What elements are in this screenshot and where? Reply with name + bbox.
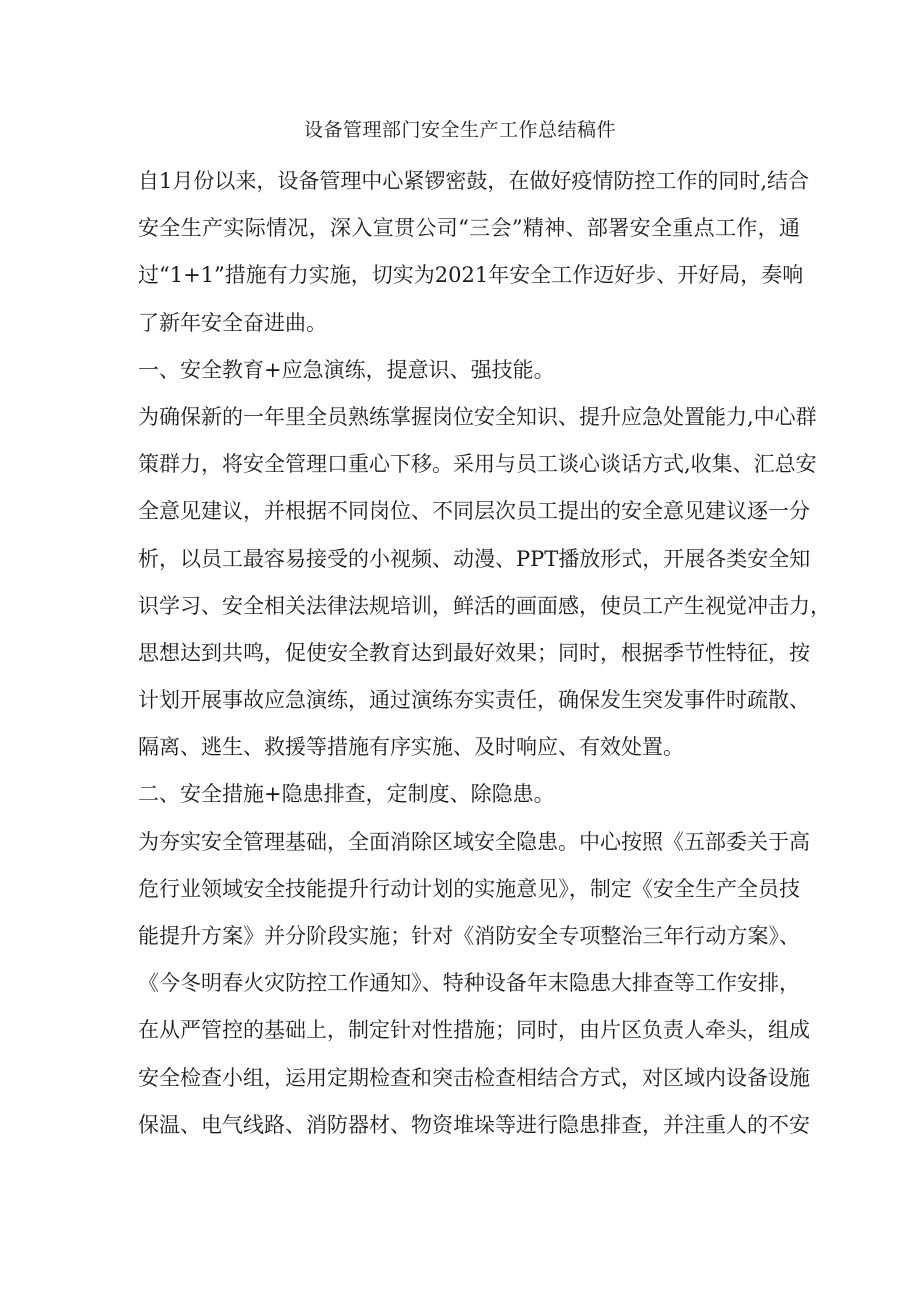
text-line: 安全生产实际情况，深入宣贯公司“三会”精神、部署安全重点工作，通	[138, 216, 800, 241]
text-line: 危行业领域安全技能提升行动计划的实施意见》，制定《安全生产全员技	[138, 876, 800, 901]
section-heading-1: 一、安全教育+应急演练，提意识、强技能。	[138, 357, 555, 382]
text-line: 隔离、逃生、救援等措施有序实施、及时响应、有效处置。	[138, 735, 684, 760]
text-line: 析，以员工最容易接受的小视频、动漫、PPT播放形式，开展各类安全知	[138, 546, 811, 571]
text-line: 识学习、安全相关法律法规培训，鲜活的画面感，使员工产生视觉冲击力，	[138, 593, 831, 618]
text-line: 为夯实安全管理基础，全面消除区域安全隐患。中心按照《五部委关于高	[138, 829, 810, 854]
text-line: 保温、电气线路、消防器材、物资堆垛等进行隐患排查，并注重人的不安	[138, 1112, 810, 1137]
document-body	[138, 158, 831, 1149]
text-line: 全意见建议，并根据不同岗位、不同层次员工提出的安全意见建议逐一分	[138, 499, 810, 524]
text-line: 自1月份以来，设备管理中心紧锣密鼓，在做好疫情防控工作的同时,结合	[138, 169, 810, 193]
text-line: 在从严管控的基础上，制定针对性措施；同时，由片区负责人牵头，组成	[138, 1018, 810, 1043]
text-line: 了新年安全奋进曲。	[138, 310, 327, 335]
text-line: 为确保新的一年里全员熟练掌握岗位安全知识、提升应急处置能力,中心群	[138, 404, 817, 429]
text-line: 《今冬明春火灾防控工作通知》、特种设备年末隐患大排查等工作安排，	[138, 971, 800, 996]
text-line: 能提升方案》并分阶段实施；针对《消防安全专项整治三年行动方案》、	[138, 924, 800, 948]
text-line: 思想达到共鸣，促使安全教育达到最好效果；同时，根据季节性特征，按	[138, 640, 810, 665]
text-line: 策群力，将安全管理口重心下移。采用与员工谈心谈话方式,收集、汇总安	[138, 452, 817, 477]
text-line: 计划开展事故应急演练，通过演练夯实责任，确保发生突发事件时疏散、	[138, 688, 810, 713]
text-line: 过“1+1”措施有力实施，切实为2021年安全工作迈好步、开好局，奏响	[138, 263, 804, 288]
text-line: 安全检查小组，运用定期检查和突击检查相结合方式，对区域内设备设施	[138, 1065, 810, 1090]
section-heading-2: 二、安全措施+隐患排查，定制度、除隐患。	[138, 782, 555, 807]
document-title: 设备管理部门安全生产工作总结稿件	[303, 119, 616, 141]
